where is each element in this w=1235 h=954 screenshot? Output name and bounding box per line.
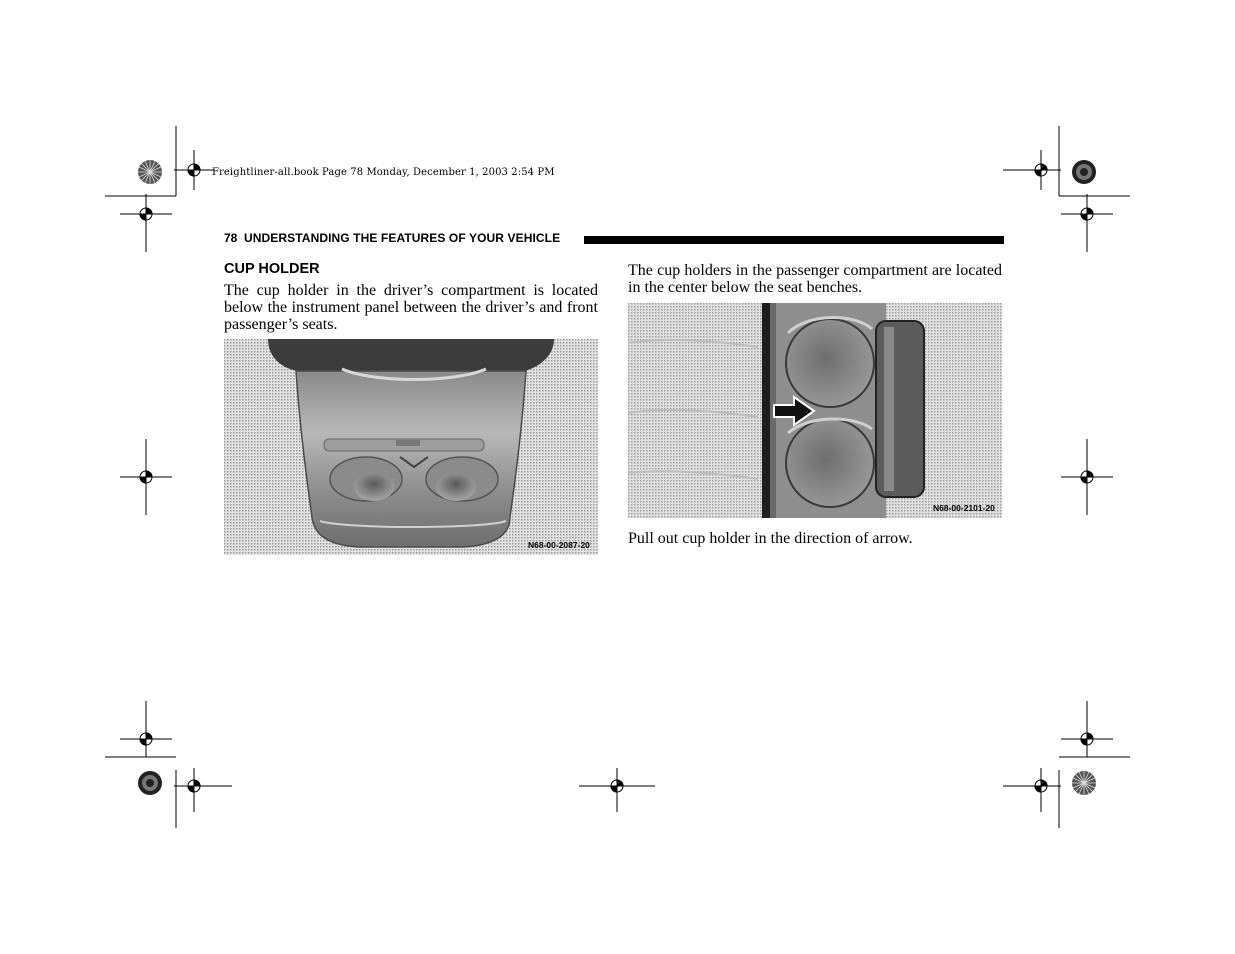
page-number: 78 [224, 231, 238, 245]
print-slug: Freightliner-all.book Page 78 Monday, December 1, 2003 2:54 PM [212, 167, 555, 178]
left-paragraph: The cup holder in the driver’s compartment is located below the instrument panel between the driver’s and front passenger’s seats. [224, 282, 598, 333]
running-header: UNDERSTANDING THE FEATURES OF YOUR VEHICLE [244, 231, 561, 245]
figure-code: N68-00-2101-20 [933, 503, 995, 513]
figure-passenger-cup-holder [628, 303, 1002, 518]
header-rule [584, 236, 1004, 244]
figure-caption: Pull out cup holder in the direction of arrow. [628, 530, 913, 547]
figure-driver-cup-holder [224, 339, 598, 555]
right-paragraph: The cup holders in the passenger compartment are located in the center below the seat benches. [628, 262, 1002, 296]
figure-code: N68-00-2087-20 [528, 540, 590, 550]
section-title: CUP HOLDER [224, 261, 320, 277]
